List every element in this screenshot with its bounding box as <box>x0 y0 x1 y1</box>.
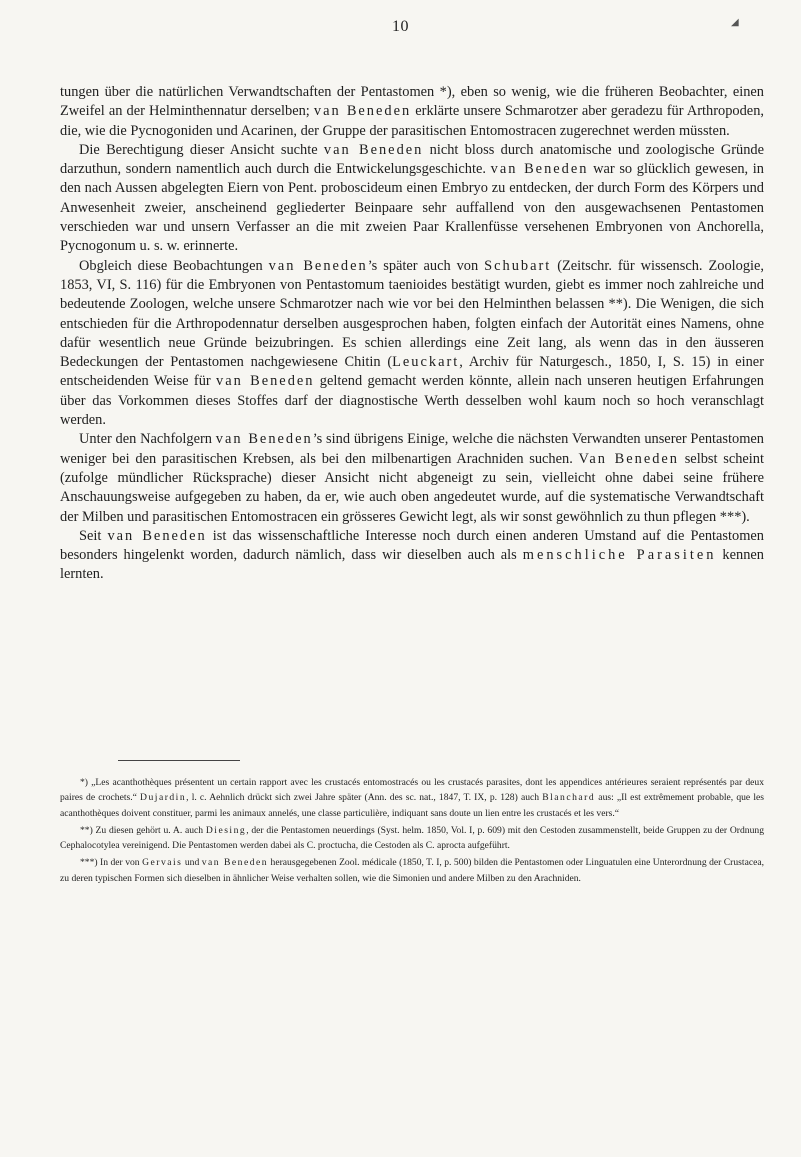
author-name: van Beneden <box>490 161 589 178</box>
main-text <box>60 83 764 585</box>
footnote-divider <box>118 760 240 761</box>
author-name: van Beneden <box>107 527 207 544</box>
author-name: Diesing <box>205 824 247 836</box>
paragraph-2 <box>60 141 764 257</box>
text-run: ***) In der von <box>80 857 143 869</box>
text-run: selbst scheint (zufolge mündlicher Rücksprache) dieser Ansicht nicht abgeneigt zu sein, vielleicht ohne dabei seine frühere Anschauungsweise aufgegeben zu haben, da er, wie auch oben angedeutet wurde, auf die systematische Verwandtschaft der Milben und parasitischen Entomostracen ein grösseres Gewicht legt, als wir sonst gewöhnlich zu thun pflegen ***). <box>60 450 764 525</box>
author-name: van Beneden <box>268 257 368 274</box>
text-run: Unter den Nachfolgern <box>79 431 216 448</box>
text-run: ist das wissenschaftliche Interesse noch durch einen anderen Umstand auf die Pentastomen besonders hingelenkt worden, dadurch nämlich, dass wir dieselben auch als <box>60 527 764 564</box>
page-corner-mark: ◢ <box>731 17 739 28</box>
paragraph-4 <box>60 430 764 526</box>
emphasis-phrase: menschliche Parasiten <box>522 547 717 564</box>
text-run: und <box>182 857 202 869</box>
text-run: nicht bloss durch anatomische und zoologische Gründe darzuthun, sondern namentlich auch durch die Entwickelungsgeschichte. <box>60 141 765 178</box>
footnote-2 <box>60 823 764 854</box>
author-name: Blanchard <box>542 792 596 804</box>
text-run: *) „Les acanthothèques présentent un certain rapport avec les crustacés entomostracés ou les crustacés parasites, dont les appendices antérieures seraient représentés par deux paires de crochets.“ <box>60 777 764 804</box>
text-run: erklärte unsere Schmarotzer aber geradezu für Arthropoden, die, wie die Pycnogoniden und Acarinen, der Gruppe der parasitischen Entomostracen zugerechnet werden müssten. <box>60 103 764 139</box>
page-number: 10 <box>392 18 409 35</box>
text-run: kennen lernten. <box>60 547 764 583</box>
author-name: van Beneden <box>313 103 412 120</box>
text-run: **) Zu diesen gehört u. A. auch <box>80 824 206 836</box>
paragraph-3 <box>60 257 764 431</box>
text-run: Obgleich diese Beobachtungen <box>79 257 269 274</box>
author-name: Van Beneden <box>578 450 679 467</box>
paragraph-5 <box>60 527 764 585</box>
footnotes <box>60 775 764 888</box>
text-run: Die Berechtigung dieser Ansicht suchte <box>79 141 324 158</box>
author-name: van Beneden <box>323 141 424 158</box>
text-run: ’s später auch von <box>367 257 485 274</box>
footnote-3 <box>60 855 764 886</box>
author-name: Dujardin <box>140 792 187 804</box>
text-run: aus: „Il est extrêmement probable, que les acanthothèques doivent constituer, parmi les animaux annelés, une classe particulière, indiquant sans doute un lien entre les crustacés et les vers.“ <box>60 792 764 819</box>
text-run: war so glücklich gewesen, in den nach Aussen abgelegten Eiern von Pent. proboscideum einen Embryo zu entdecken, der durch Form des Körpers und Anwesenheit zweier, anscheinend gegliederter Beinpaare sehr auffallend von den ausgewachsenen Pentastomen verschieden war und unsern Verfasser an die mit zweien Paar Krallenfüsse versehenen Embryonen von Anchorella, Pycnogonum u. s. w. erinnerte. <box>60 161 764 255</box>
author-name: van Beneden <box>216 373 315 390</box>
paragraph-1 <box>60 83 764 141</box>
author-name: Leuckart <box>392 354 460 371</box>
text-run: ’s sind übrigens Einige, welche die nächsten Verwandten unserer Pentastomen weniger bei den parasitischen Krebsen, als bei den milbenartigen Arachniden suchen. <box>60 431 764 467</box>
text-run: , Archiv für Naturgesch., 1850, I, S. 15) in einer entscheidenden Weise für <box>60 354 764 390</box>
text-run: (Zeitschr. für wissensch. Zoologie, 1853, VI, S. 116) für die Embryonen von Pentastomum taenioides bestätigt wurden, giebt es immer noch zahlreiche und bedeutende Zoologen, welche unsere Schmarotzer nach wie vor bei den Helminthen belassen **). Die Wenigen, die sich entschieden für die Arthropodennatur derselben ausgesprochen haben, folgten einfach der Autorität eines Namens, ohne dafür wesentlich neue Gründe beizubringen. Es schien allerdings eine Zeit lang, als wenn das in den äusseren Bedeckungen der Pentastomen nachgewiesene Chitin ( <box>60 257 765 371</box>
author-name: Schubart <box>484 257 552 274</box>
footnote-1 <box>60 775 764 821</box>
text-run: herausgegebenen Zool. médicale (1850, T. I, p. 500) bilden die Pentastomen oder Linguatulen eine Unterordnung der Crustacea, zu deren typischen Formen sich dieselben in ähnlicher Weise verhalten sollen, wie die Simonien und andere Milben zu den Arachniden. <box>60 857 764 884</box>
author-name: van Beneden <box>215 431 313 448</box>
author-name: Gervais <box>142 857 183 869</box>
text-run: tungen über die natürlichen Verwandtschaften der Pentastomen *), eben so wenig, wie die früheren Beobachter, einen Zweifel an der Helminthennatur derselben; <box>60 84 764 120</box>
text-run: geltend gemacht werden könnte, allein nach unseren heutigen Erfahrungen über das Vorkommen dieses Stoffes darf der diagnostische Werth desselben wohl kaum noch so hoch veranschlagt werden. <box>60 373 764 429</box>
author-name: van Beneden <box>201 857 269 869</box>
text-run: Seit <box>79 527 108 544</box>
text-run: , l. c. Aehnlich drückt sich zwei Jahre später (Ann. des sc. nat., 1847, T. IX, p. 128) auch <box>186 792 543 804</box>
text-run: , der die Pentastomen neuerdings (Syst. helm. 1850, Vol. I, p. 609) mit den Cestoden zusammenstellt, beide Gruppen zu der Ordnung Cephalocotylea vereinigend. Die Pentastomen werden dabei als C. proctucha, die Cestoden als C. aprocta aufgeführt. <box>60 824 764 852</box>
